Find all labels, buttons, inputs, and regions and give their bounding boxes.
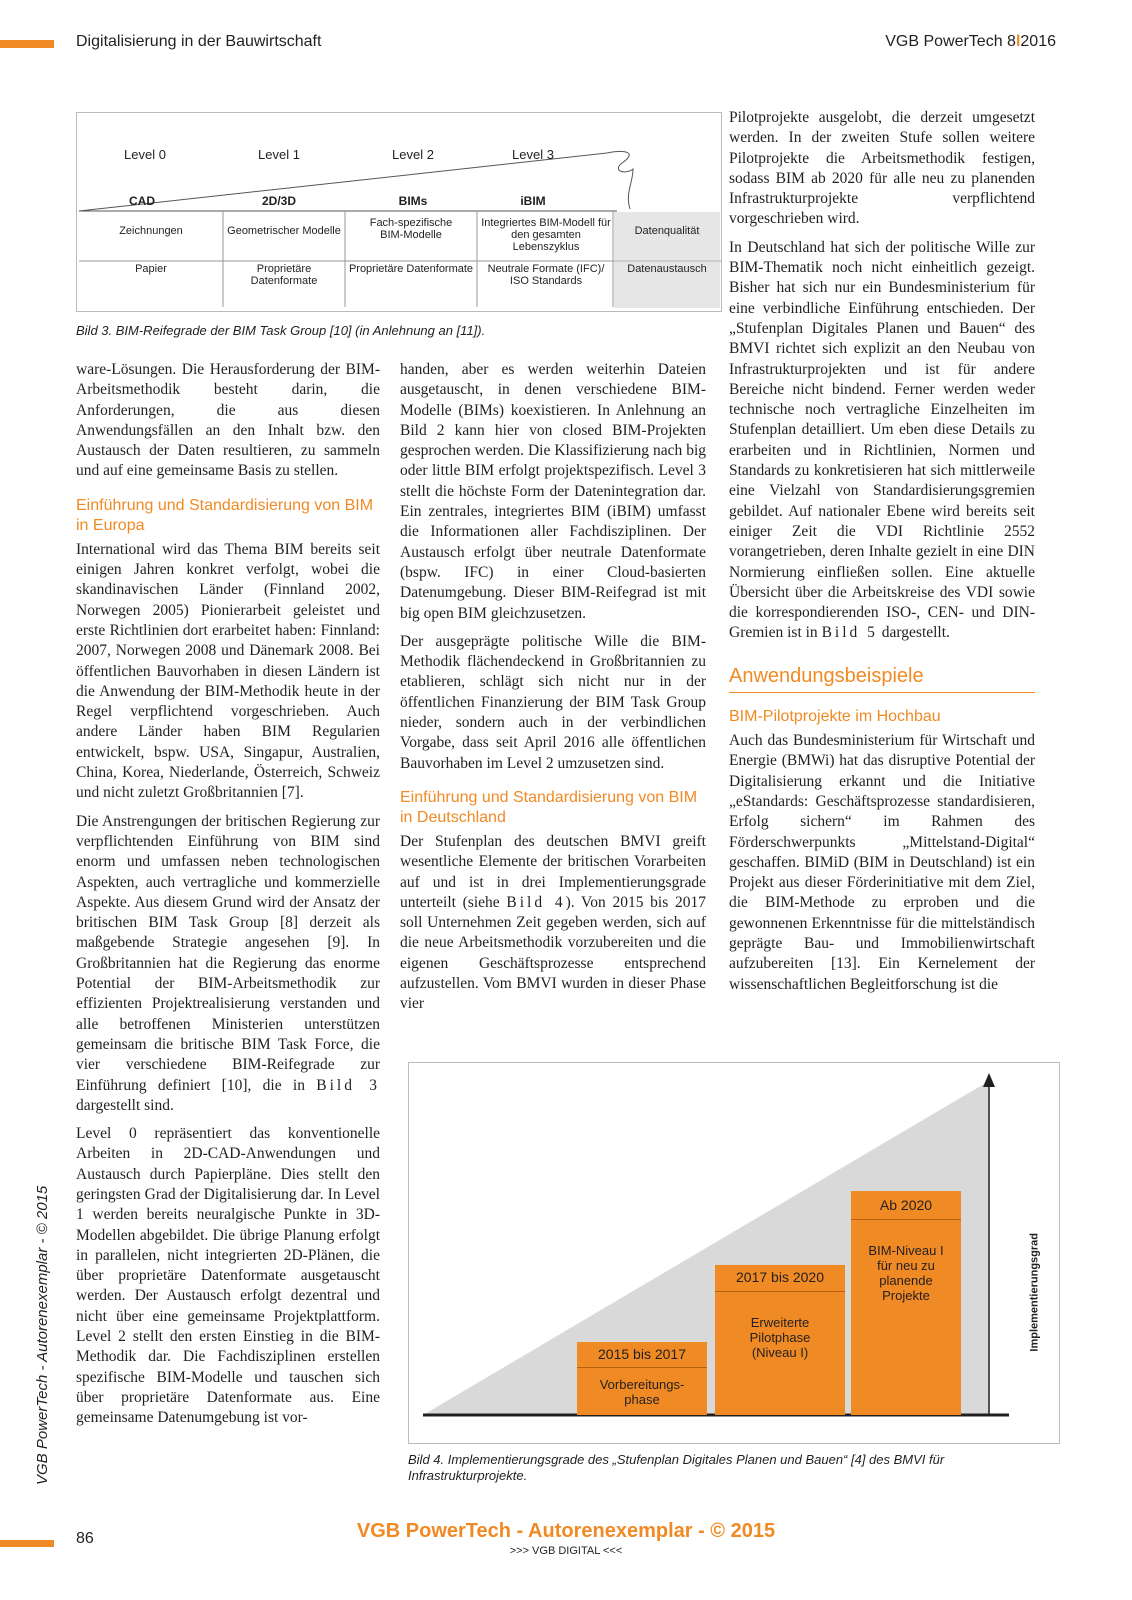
row2-level0: Papier xyxy=(135,263,167,275)
phase-3-period: Ab 2020 xyxy=(879,1197,933,1213)
paragraph: ware-Lösungen. Die Herausforderung der BIM-Arbeitsmethodik besteht darin, die Anforderungen, die aus diesen Anwendungsfällen an den Inhalt bzw. den Austausch der Daten resultieren, zu sammeln und auf eine gemeinsame Basis zu stellen. xyxy=(76,361,380,480)
paragraph: handen, aber es werden weiterhin Dateien ausgetauscht, in denen verschiedene BIM-Modelle (BIMs) koexistieren. In Anlehnung an Bild 2 kann hier von closed BIM-Projekten gesprochen werden. Die Klassifizierung nach big oder little BIM erfolgt projektspezifisch. Level 3 stellt die höchste Form der Datenintegration dar. Ein zentrales, integriertes BIM (iBIM) umfasst die Informationen aller Fachdisziplinen. Der Austausch erfolgt über neutrale Datenformate (bspw. IFC) in einer Cloud-basierten Datenumgebung. Dieser BIM-Reifegrad ist mit big open BIM gleichzusetzen. xyxy=(400,361,706,622)
divider xyxy=(577,1367,707,1368)
figure4-caption: Bild 4. Implementierungsgrade des „Stufenplan Digitales Planen und Bauen“ [4] des BMVI für Infrastrukturprojekte. xyxy=(408,1452,945,1483)
phase-2-period: 2017 bis 2020 xyxy=(736,1269,824,1285)
paragraph: Auch das Bundesministerium für Wirtschaft und Energie (BMWi) hat das disruptive Potential der Digitalisierung erkannt und die Initiative „eStandards: Geschäftsprozesse standardisieren, Erfolg sichern“ im Rahmen des Förderschwerpunkts „Mittelstand-Digital“ geschaffen. BIMiD (BIM in Deutschland) ist ein Projekt aus dieser Förderinitiative mit dem Ziel, die BIM-Methode zu erproben und die gewonnenen Erkenntnisse für die mittelständisch geprägte Bau- und Immobilienwirtschaft aufzubereiten [13]. Ein Kernelement der wissenschaftlichen Begleitforschung ist die xyxy=(729,732,1035,993)
figure-reference: Bild 5 xyxy=(821,624,878,642)
row1-level3: Integriertes BIM-Modell für den gesamten Lebenszyklus xyxy=(481,217,611,253)
column-2 xyxy=(400,360,706,1023)
figure-bim-maturity-levels xyxy=(76,112,722,312)
level-0-label: Level 0 xyxy=(124,147,166,162)
row1-level0: Zeichnungen xyxy=(119,225,183,237)
section-heading-anwendungsbeispiele: Anwendungsbeispiele xyxy=(729,666,1035,693)
y-axis-label: Implementierungsgrad xyxy=(1029,1233,1041,1352)
header-accent-bar xyxy=(0,40,54,48)
phase-3-block xyxy=(851,1191,961,1415)
divider xyxy=(715,1291,845,1292)
row2-level3: Neutrale Formate (IFC)/ ISO Standards xyxy=(487,263,605,287)
figure-reference: Bild 4 xyxy=(506,893,566,911)
paragraph: Level 0 repräsentiert das konventionelle Arbeiten in 2D-CAD-Anwendungen und Austausch durch Papierpläne. Dies stellt den geringsten Grad der Digitalisierung dar. In Level 1 werden bereits neuralgische Punkte in 3D-Modellen abgebildet. Die übrige Planung erfolgt in parallelen, nicht integrierten 2D-Plänen, die über proprietäre Datenformate ausgetauscht werden. Der Austausch erfolgt dezentral und nicht über eine gemeinsame Projektplattform. Level 2 stellt den ersten Einstieg in die BIM-Methodik dar. Die Fachdisziplinen erstellen spezifische BIM-Modelle und tauschen sich über proprietäre Datenformate aus. Eine gemeinsame Datenumgebung ist vor- xyxy=(76,1125,380,1427)
paragraph: Der Stufenplan des deutschen BMVI greift wesentliche Elemente der britischen Vorarbeiten auf und ist in drei Implementierungsgrade unterteilt (siehe Bild 4). Von 2015 bis 2017 soll Unternehmen Zeit gegeben werden, sich auf die neue Arbeitsmethodik vorzubereiten und die eigenen Geschäftsprozesse entsprechend aufzustellen. Vom BMVI wurden in dieser Phase vier xyxy=(400,832,706,1013)
level-1-label: Level 1 xyxy=(258,147,300,162)
stage-cad: CAD xyxy=(129,194,155,208)
column-1 xyxy=(76,360,380,1437)
subheading-pilotprojekte: BIM-Pilotprojekte im Hochbau xyxy=(729,708,941,726)
journal-issue-label: VGB PowerTech 8l2016 xyxy=(885,33,1056,50)
side-watermark-text: VGB PowerTech - Autorenexemplar - © 2015 xyxy=(34,1185,51,1485)
row1-level1: Geometrischer Modelle xyxy=(227,225,341,237)
stage-ibim: iBIM xyxy=(520,194,546,208)
footer-copyright: VGB PowerTech - Autorenexemplar - © 2015 xyxy=(356,1520,776,1542)
subheading-deutschland: Einführung und Standardisierung von BIM in Deutschland xyxy=(400,788,698,826)
figure-implementation-stages xyxy=(408,1062,1060,1444)
row1-header: Datenqualität xyxy=(634,225,700,237)
phase-1-label: Vorbereitungs-phase xyxy=(599,1377,685,1407)
running-header-title: Digitalisierung in der Bauwirtschaft xyxy=(76,33,322,50)
paragraph: In Deutschland hat sich der politische Wille zur BIM-Thematik noch nicht einheitlich gezeigt. Bisher hat sich nur ein Bundesministerium für eine verbindliche Einführung entschieden. Der „Stufenplan Digitales Planen und Bauen“ des BMVI richtet sich explizit an den Neubau von Infrastrukturprojekten und ist für andere Bereiche nicht bindend. Ferner werden weder technische noch vertragliche Einzelheiten im Stufenplan detailliert. Um eben diese Details zu erarbeiten und in Richtlinien, Normen und Standards zu konkretisieren hat sich mittlerweile eine Vielzahl von Standardisierungsgremien gebildet. Auf nationaler Ebene wird bereits seit einiger Zeit die VDI Richtlinie 2552 vorangetrieben, deren Inhalte gezielt in eine DIN Normierung einfließen sollen. Eine aktuelle Übersicht über die Arbeitskreise des VDI sowie die korrespondierenden ISO-, CEN- und DIN-Gremien ist in Bild 5 dargestellt. xyxy=(729,238,1035,642)
stage-bims: BIMs xyxy=(398,194,428,208)
row2-level1: Proprietäre Datenformate xyxy=(250,263,318,287)
stage-2d3d: 2D/3D xyxy=(261,194,296,208)
level-3-label: Level 3 xyxy=(512,147,554,162)
paragraph: International wird das Thema BIM bereits seit einigen Jahren konkret verfolgt, wobei die skandinavischen Länder (Finnland 2002, Norwegen 2005) Pionierarbeit geleistet und erste Richtlinien dort erarbeitet haben: Finnland: 2007, Norwegen 2008 und Dänemark 2008. Bei öffentlichen Bauvorhaben in diesen Ländern ist die Anwendung der BIM-Methodik heute in der Regel verpflichtend vorgeschrieben. Auch andere Länder haben BIM Regularien entwickelt, bspw. USA, Singapur, Australien, China, Korea, Niederlande, Österreich, Schweiz und nicht zuletzt Großbritannien [7]. xyxy=(76,540,380,802)
subheading-europe: Einführung und Standardisierung von BIM in Europa xyxy=(76,496,374,534)
divider xyxy=(851,1219,961,1220)
row1-level2: Fach-spezifische BIM-Modelle xyxy=(369,217,453,241)
paragraph: Pilotprojekte ausgelobt, die derzeit umgesetzt werden. In der zweiten Stufe sollen weitere Pilotprojekte die Arbeitsmethodik festigen, sodass BIM ab 2020 für alle neu zu planenden Infrastrukturprojekte verpflichtend vorgeschrieben wird. xyxy=(729,109,1035,228)
level-2-label: Level 2 xyxy=(392,147,434,162)
phase-1-period: 2015 bis 2017 xyxy=(598,1346,686,1362)
row2-header: Datenaustausch xyxy=(627,263,707,275)
row2-level2: Proprietäre Datenformate xyxy=(348,263,474,275)
paragraph: Die Anstrengungen der britischen Regierung zur verpflichtenden Einführung von BIM sind enorm und umfassen neben technologischen Aspekten, auch vertragliche und kommerzielle Aspekte. Aus diesem Grund wird der Ansatz der britischen BIM Task Group [8] derzeit als maßgebende Strategie angesehen [9]. In Großbritannien hat die Regierung das enorme Potential der BIM-Arbeitsmethodik zur effizienten Projektrealisierung verstanden und alle betroffenen Ministerien unterstützen gemeinsam die britische BIM Task Force, die vier verschiedene BIM-Reifegrade zur Einführung definiert [10], die in Bild 3 dargestellt sind. xyxy=(76,812,381,1114)
paragraph: Der ausgeprägte politische Wille die BIM-Methodik flächendeckend in Großbritannien zu etablieren, schlägt sich nicht nur in der öffentlichen Finanzierung der BIM Task Group nieder, sondern auch in der verbindlichen Vorgabe, dass seit April 2016 alle öffentlichen Bauvorhaben im Level 2 umzusetzen sind. xyxy=(400,632,706,772)
phase-3-label: BIM-Niveau I für neu zu planende Projekte xyxy=(868,1243,944,1303)
column-3 xyxy=(729,108,1035,1003)
phase-2-label: Erweiterte Pilotphase (Niveau I) xyxy=(749,1315,811,1360)
footer-digital-label: >>> VGB DIGITAL <<< xyxy=(509,1545,623,1557)
figure-reference: Bild 3 xyxy=(316,1076,381,1094)
figure3-caption: Bild 3. BIM-Reifegrade der BIM Task Group [10] (in Anlehnung an [11]). xyxy=(76,323,486,338)
page-number: 86 xyxy=(76,1530,94,1547)
